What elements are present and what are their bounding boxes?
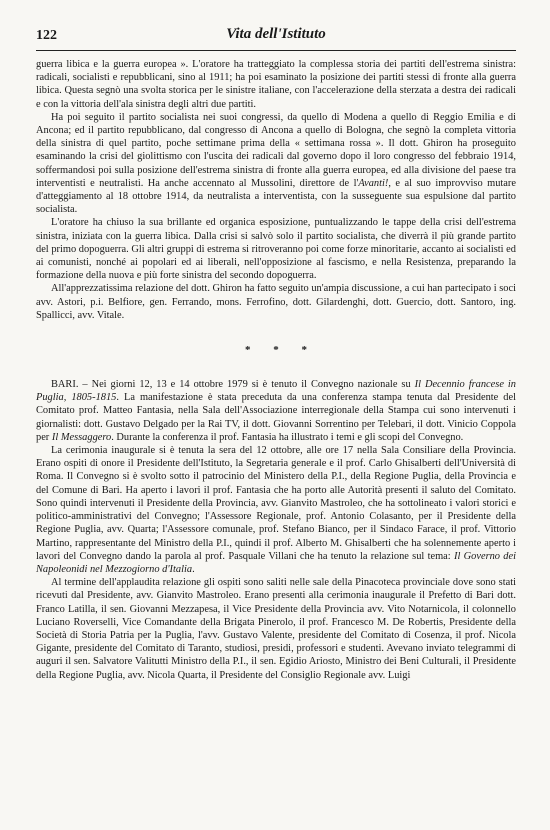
paragraph-text: Al termine dell'applaudita relazione gli ospiti sono saliti nelle sale della Pinacoteca provinciale dove sono stati ricevuti dal Presidente, avv. Gianvito Mastroleo. Erano presenti alla cerimonia inaugurale il Prefetto di Bari dott. Franco Latilla, il sen. Giovanni Mezzapesa, il Vice Presidente della Provincia avv. Vito Notarnicola, il colonnello Luciano Roverselli, Vice Comandante della Brigata Pinerolo, il prof. Francesco M. De Robertis, Presidente della Società di Storia Patria per la Puglia, l'avv. Gustavo Valente, presidente del Comitato di Cosenza, il prof. Nicola Gigante, presidente del Comitato di Taranto, studiosi, presidi, professori e studenti. Avevano inviato telegrammi di auguri il sen. Salvatore Valitutti Ministro della P.I., il sen. Egidio Ariosto, Ministro dei Beni Culturali, il Presidente della Regione Puglia, avv. Nicola Quarta, il Presidente del Consiglio Regionale avv. Luigi — [36, 577, 516, 681]
italic-title-text: Il Governo dei Napoleonidi nel Mezzogiorno d'Italia — [36, 550, 517, 575]
paragraph-text: Ha poi seguito il partito socialista nei suoi congressi, da quello di Modena a quello di Reggio Emilia e di Ancona; ed il partito repubblicano, dal congresso di Ancona a quello di Bologna, che segnò la completa vittoria della sinistra di quel partito, poche settimane prima della « settimana rossa ». Il dott. Ghiron ha proseguito esaminando la crisi del giolittismo con l'uscita dei radicali dal governo dopo il loro congresso del febbraio 1914, soffermandosi poi sulla posizione dell'estrema sinistra di fronte alla guerra europea, ed alla divisione del paese tra interventisti e neutralisti. Ha anche accennato al Mussolini, direttore de l' — [36, 111, 516, 189]
paragraph — [36, 282, 516, 322]
paragraph — [36, 576, 516, 682]
paragraph-text: BARI. – Nei giorni 12, 13 e 14 ottobre 1979 si è tenuto il Convegno nazionale su — [51, 379, 415, 391]
paragraph-text: . — [192, 563, 195, 575]
section-separator: * * * — [245, 344, 317, 357]
article-section-bari — [36, 378, 516, 682]
italic-title-text: Il Messaggero — [51, 431, 112, 443]
paragraph-text: guerra libica e la guerra europea ». L'oratore ha tratteggiato la complessa storia dei partiti dell'estrema sinistra: radicali, socialisti e repubblicani, sino al 1911; ha poi esaminato la posizione dei partiti stessi di fronte alla guerra libica. Questa segnò una svolta storica per le sinistre italiane, con l'accelerazione della sterzata a destra dei radicali e con la vittoria dell'ala sinistra degli altri due partiti. — [36, 59, 516, 110]
paragraph — [36, 216, 516, 282]
paragraph-text: L'oratore ha chiuso la sua brillante ed organica esposizione, puntualizzando le tappe della crisi dell'estrema sinistra, iniziata con la guerra libica. Dalla crisi si salvò solo il partito socialista, che diverrà il più grande partito del primo dopoguerra. Gli altri gruppi di estrema si ritroveranno poi come forze minoritarie, accanto ai socialisti ed ai comunisti, nonché ai popolari ed ai liberali, nell'opposizione al fascismo, e nella Resistenza, preparando la formazione della nuova e più forte sinistra del secondo dopoguerra. — [36, 217, 516, 282]
paragraph — [36, 58, 516, 111]
paragraph-text: All'apprezzatissima relazione del dott. Ghiron ha fatto seguito un'ampia discussione, a cui han partecipato i soci avv. Astori, p.i. Belfiore, gen. Ferrando, mons. Ferrofino, dott. Gilardenghi, dott. Guercio, dott. Santoro, ing. Spallicci, avv. Vitale. — [36, 283, 516, 321]
page-body — [36, 58, 516, 682]
paragraph-text: . La manifestazione è stata preceduta da una conferenza stampa tenuta dal Presidente del Comitato prof. Matteo Fantasia, nella Sala dell'Associazione interregionale della Stampa cui sono intervenuti i giornalisti: dott. Gustavo Delgado per la Rai TV, il dott. Giovanni Sorrentino per Telebari, il dott. Vinicio Coppola per — [36, 392, 516, 443]
page-number: 122 — [36, 28, 57, 43]
paragraph — [36, 378, 516, 444]
article-section-ghiron — [36, 58, 516, 322]
paragraph — [36, 111, 516, 217]
paragraph-text: La cerimonia inaugurale si è tenuta la sera del 12 ottobre, alle ore 17 nella Sala Consiliare della Provincia. Erano ospiti di onore il Presidente dell'Istituto, la Segretaria generale e il prof. Carlo Ghisalberti dell'Università di Roma. Il Convegno si è svolto sotto il patrocinio del Ministero della P.I., della Regione Puglia, della Provincia e del Comune di Bari. Ha aperto i lavori il prof. Fantasia che ha porto alle Autorità presenti il saluto del Comitato. Sono quindi intervenuti il Presidente della Provincia, avv. Gianvito Mastroleo, che ha sottolineato i valori storici e politico-amministrativi del Convegno; l'Assessore Regionale, prof. Antonio Colasanto, per il Presidente della Regione Puglia, avv. Quarta; l'Assessore comunale, prof. Stefano Bianco, per il Sindaco Farace, il prof. Vittorio Martino, rappresentante del Ministro della P.I., quindi il prof. Alberto M. Ghisalberti che ha solennemente aperto i lavori del Convegno dando la parola al prof. Pasquale Villani che ha tenuto la relazione sul tema: — [36, 445, 516, 562]
italic-title-text: Il Decennio francese in Puglia, 1805-1815 — [36, 379, 516, 404]
page-header — [36, 24, 516, 51]
paragraph-text: , e al suo improvviso mutare d'atteggiamento al 18 ottobre 1914, da neutralista a interventista, con la susseguente sua espulsione dal partito socialista. — [36, 177, 516, 216]
italic-title-text: Avanti! — [358, 177, 389, 189]
running-title: Vita dell'Istituto — [226, 26, 326, 42]
paragraph — [36, 444, 516, 576]
paragraph-text: . Durante la conferenza il prof. Fantasia ha illustrato i temi e gli scopi del Convegno. — [111, 431, 464, 443]
